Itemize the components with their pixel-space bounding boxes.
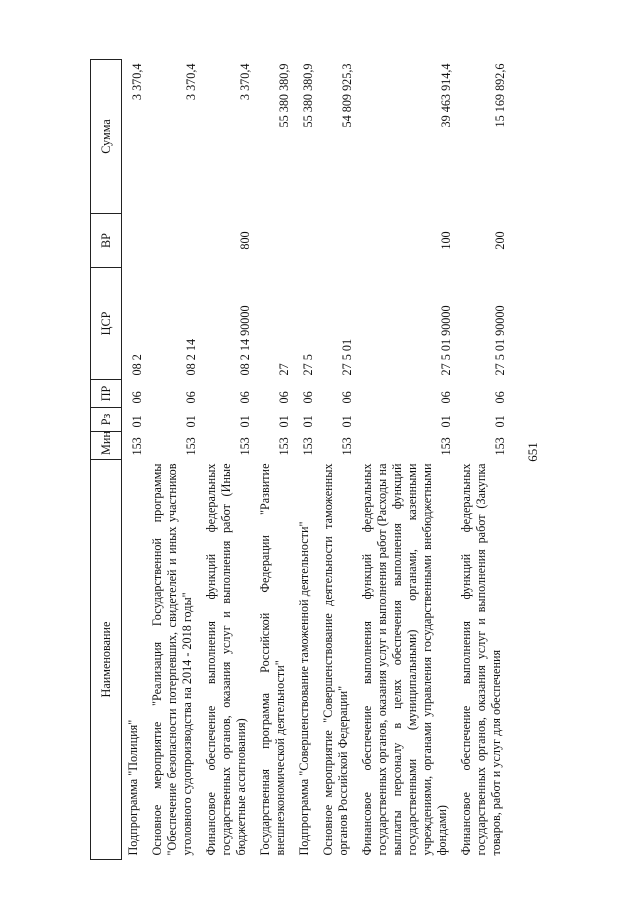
row-csr: 27 5 [301, 354, 315, 376]
row-sum: 3 370,4 [122, 60, 147, 214]
row-csr: 27 5 01 [340, 338, 354, 376]
row-pr: 06 [301, 391, 315, 404]
row-sum: 15 169 892,6 [493, 63, 507, 128]
row-min: 153 [184, 437, 198, 456]
row-pr: 06 [439, 391, 453, 404]
row-pr: 06 [122, 380, 147, 408]
table-row [122, 60, 147, 860]
row-rz: 01 [184, 415, 198, 428]
table-row [254, 60, 293, 860]
row-min: 153 [340, 437, 354, 456]
row-name: Государственная программа Российской Федерации "Развитие внешнеэкономической деятельности" [258, 463, 287, 856]
table-row [293, 60, 317, 860]
budget-table [90, 59, 509, 860]
row-rz: 01 [238, 415, 252, 428]
row-min: 153 [238, 437, 252, 456]
row-min: 153 [439, 437, 453, 456]
header-sum: Сумма [91, 60, 122, 214]
row-vr: 200 [493, 231, 507, 250]
row-csr: 08 2 14 90000 [238, 305, 252, 376]
row-sum: 54 809 925,3 [340, 63, 354, 128]
row-vr [254, 214, 293, 268]
header-pr: ПР [91, 380, 122, 408]
row-csr: 08 2 14 [184, 338, 198, 376]
row-sum: 55 380 380,9 [301, 63, 315, 128]
row-rz: 01 [122, 408, 147, 432]
row-pr: 06 [340, 391, 354, 404]
row-sum: 39 463 914,4 [439, 63, 453, 128]
table-row [146, 60, 200, 860]
header-vr: ВР [91, 214, 122, 268]
row-csr: 27 [277, 363, 291, 376]
header-csr: ЦСР [91, 268, 122, 380]
row-rz: 01 [493, 415, 507, 428]
row-name: Финансовое обеспечение выполнения функций федеральных государственных органов, оказания услуг и выполнения работ (Расходы на выплаты персоналу в целях обеспечения выполнения функций государственными (муниципальными) органами, казенными учреждениями, органами управления государственными внебюджетными фондами) [360, 463, 449, 856]
row-csr: 27 5 01 90000 [493, 305, 507, 376]
header-min: Мин [91, 432, 122, 460]
table-row [200, 60, 254, 860]
row-name: Финансовое обеспечение выполнения функций федеральных государственных органов, оказания услуг и выполнения работ (Закупка товаров, работ и услуг для обеспечения [459, 463, 503, 856]
row-rz: 01 [277, 415, 291, 428]
row-name: Подпрограмма "Совершенствование таможенной деятельности" [297, 521, 311, 856]
row-vr [146, 214, 200, 268]
row-vr: 800 [238, 231, 252, 250]
row-min: 153 [301, 437, 315, 456]
row-name: Подпрограмма "Полиция" [122, 460, 147, 860]
header-name: Наименование [91, 460, 122, 860]
table-header-row [91, 60, 122, 860]
row-vr [122, 214, 147, 268]
row-rz: 01 [301, 415, 315, 428]
page-number: 651 [525, 442, 540, 462]
row-min: 153 [493, 437, 507, 456]
row-rz: 01 [340, 415, 354, 428]
row-vr: 100 [439, 231, 453, 250]
table-row [317, 60, 356, 860]
row-vr [317, 214, 356, 268]
row-pr: 06 [184, 391, 198, 404]
row-pr: 06 [493, 391, 507, 404]
budget-table-rotated [90, 60, 605, 860]
row-pr: 06 [238, 391, 252, 404]
row-vr [293, 214, 317, 268]
row-name: Основное мероприятие "Совершенствование деятельности таможенных органов Российской Федерации" [321, 463, 350, 856]
row-min: 153 [277, 437, 291, 456]
row-name: Основное мероприятие "Реализация Государственной программы "Обеспечение безопасности потерпевших, свидетелей и иных участников уголовного судопроизводства на 2014 - 2018 годы" [150, 463, 194, 856]
row-sum: 3 370,4 [184, 63, 198, 101]
row-csr: 08 2 [122, 268, 147, 380]
row-csr: 27 5 01 90000 [439, 305, 453, 376]
table-row [356, 60, 455, 860]
row-pr: 06 [277, 391, 291, 404]
row-rz: 01 [439, 415, 453, 428]
row-sum: 3 370,4 [238, 63, 252, 101]
header-rz: Рз [91, 408, 122, 432]
table-row [455, 60, 509, 860]
row-name: Финансовое обеспечение выполнения функций федеральных государственных органов, оказания услуг и выполнения работ (Иные бюджетные ассигнования) [204, 463, 248, 856]
row-sum: 55 380 380,9 [277, 63, 291, 128]
row-min: 153 [122, 432, 147, 460]
